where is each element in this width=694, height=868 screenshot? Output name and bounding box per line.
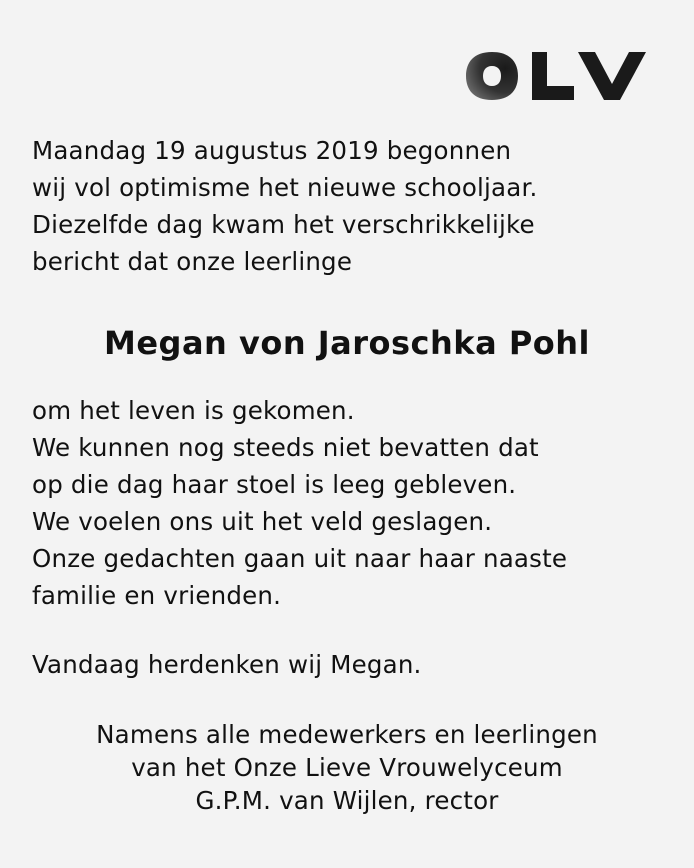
- body-line: We voelen ons uit het veld geslagen.: [32, 507, 493, 536]
- intro-paragraph: [32, 132, 537, 280]
- body-line: om het leven is gekomen.: [32, 396, 355, 425]
- memorial-line: Vandaag herdenken wij Megan.: [32, 650, 422, 679]
- intro-line: Maandag 19 augustus 2019 begonnen: [32, 136, 512, 165]
- deceased-name: Megan von Jaroschka Pohl: [104, 324, 590, 362]
- olv-logo: [462, 46, 662, 106]
- body-line: Onze gedachten gaan uit naar haar naaste: [32, 544, 568, 573]
- body-line: We kunnen nog steeds niet bevatten dat: [32, 433, 539, 462]
- intro-line: Diezelfde dag kwam het verschrikkelijke: [32, 210, 535, 239]
- signature-block: [0, 718, 694, 817]
- body-line: op die dag haar stoel is leeg gebleven.: [32, 470, 517, 499]
- intro-line: wij vol optimisme het nieuwe schooljaar.: [32, 173, 538, 202]
- body-line: familie en vrienden.: [32, 581, 282, 610]
- signature-line: G.P.M. van Wijlen, rector: [195, 786, 499, 815]
- signature-line: Namens alle medewerkers en leerlingen: [96, 720, 598, 749]
- body-paragraph: [32, 392, 567, 614]
- signature-line: van het Onze Lieve Vrouwelyceum: [131, 753, 563, 782]
- intro-line: bericht dat onze leerlinge: [32, 247, 353, 276]
- olv-logo-graphic: [462, 46, 662, 106]
